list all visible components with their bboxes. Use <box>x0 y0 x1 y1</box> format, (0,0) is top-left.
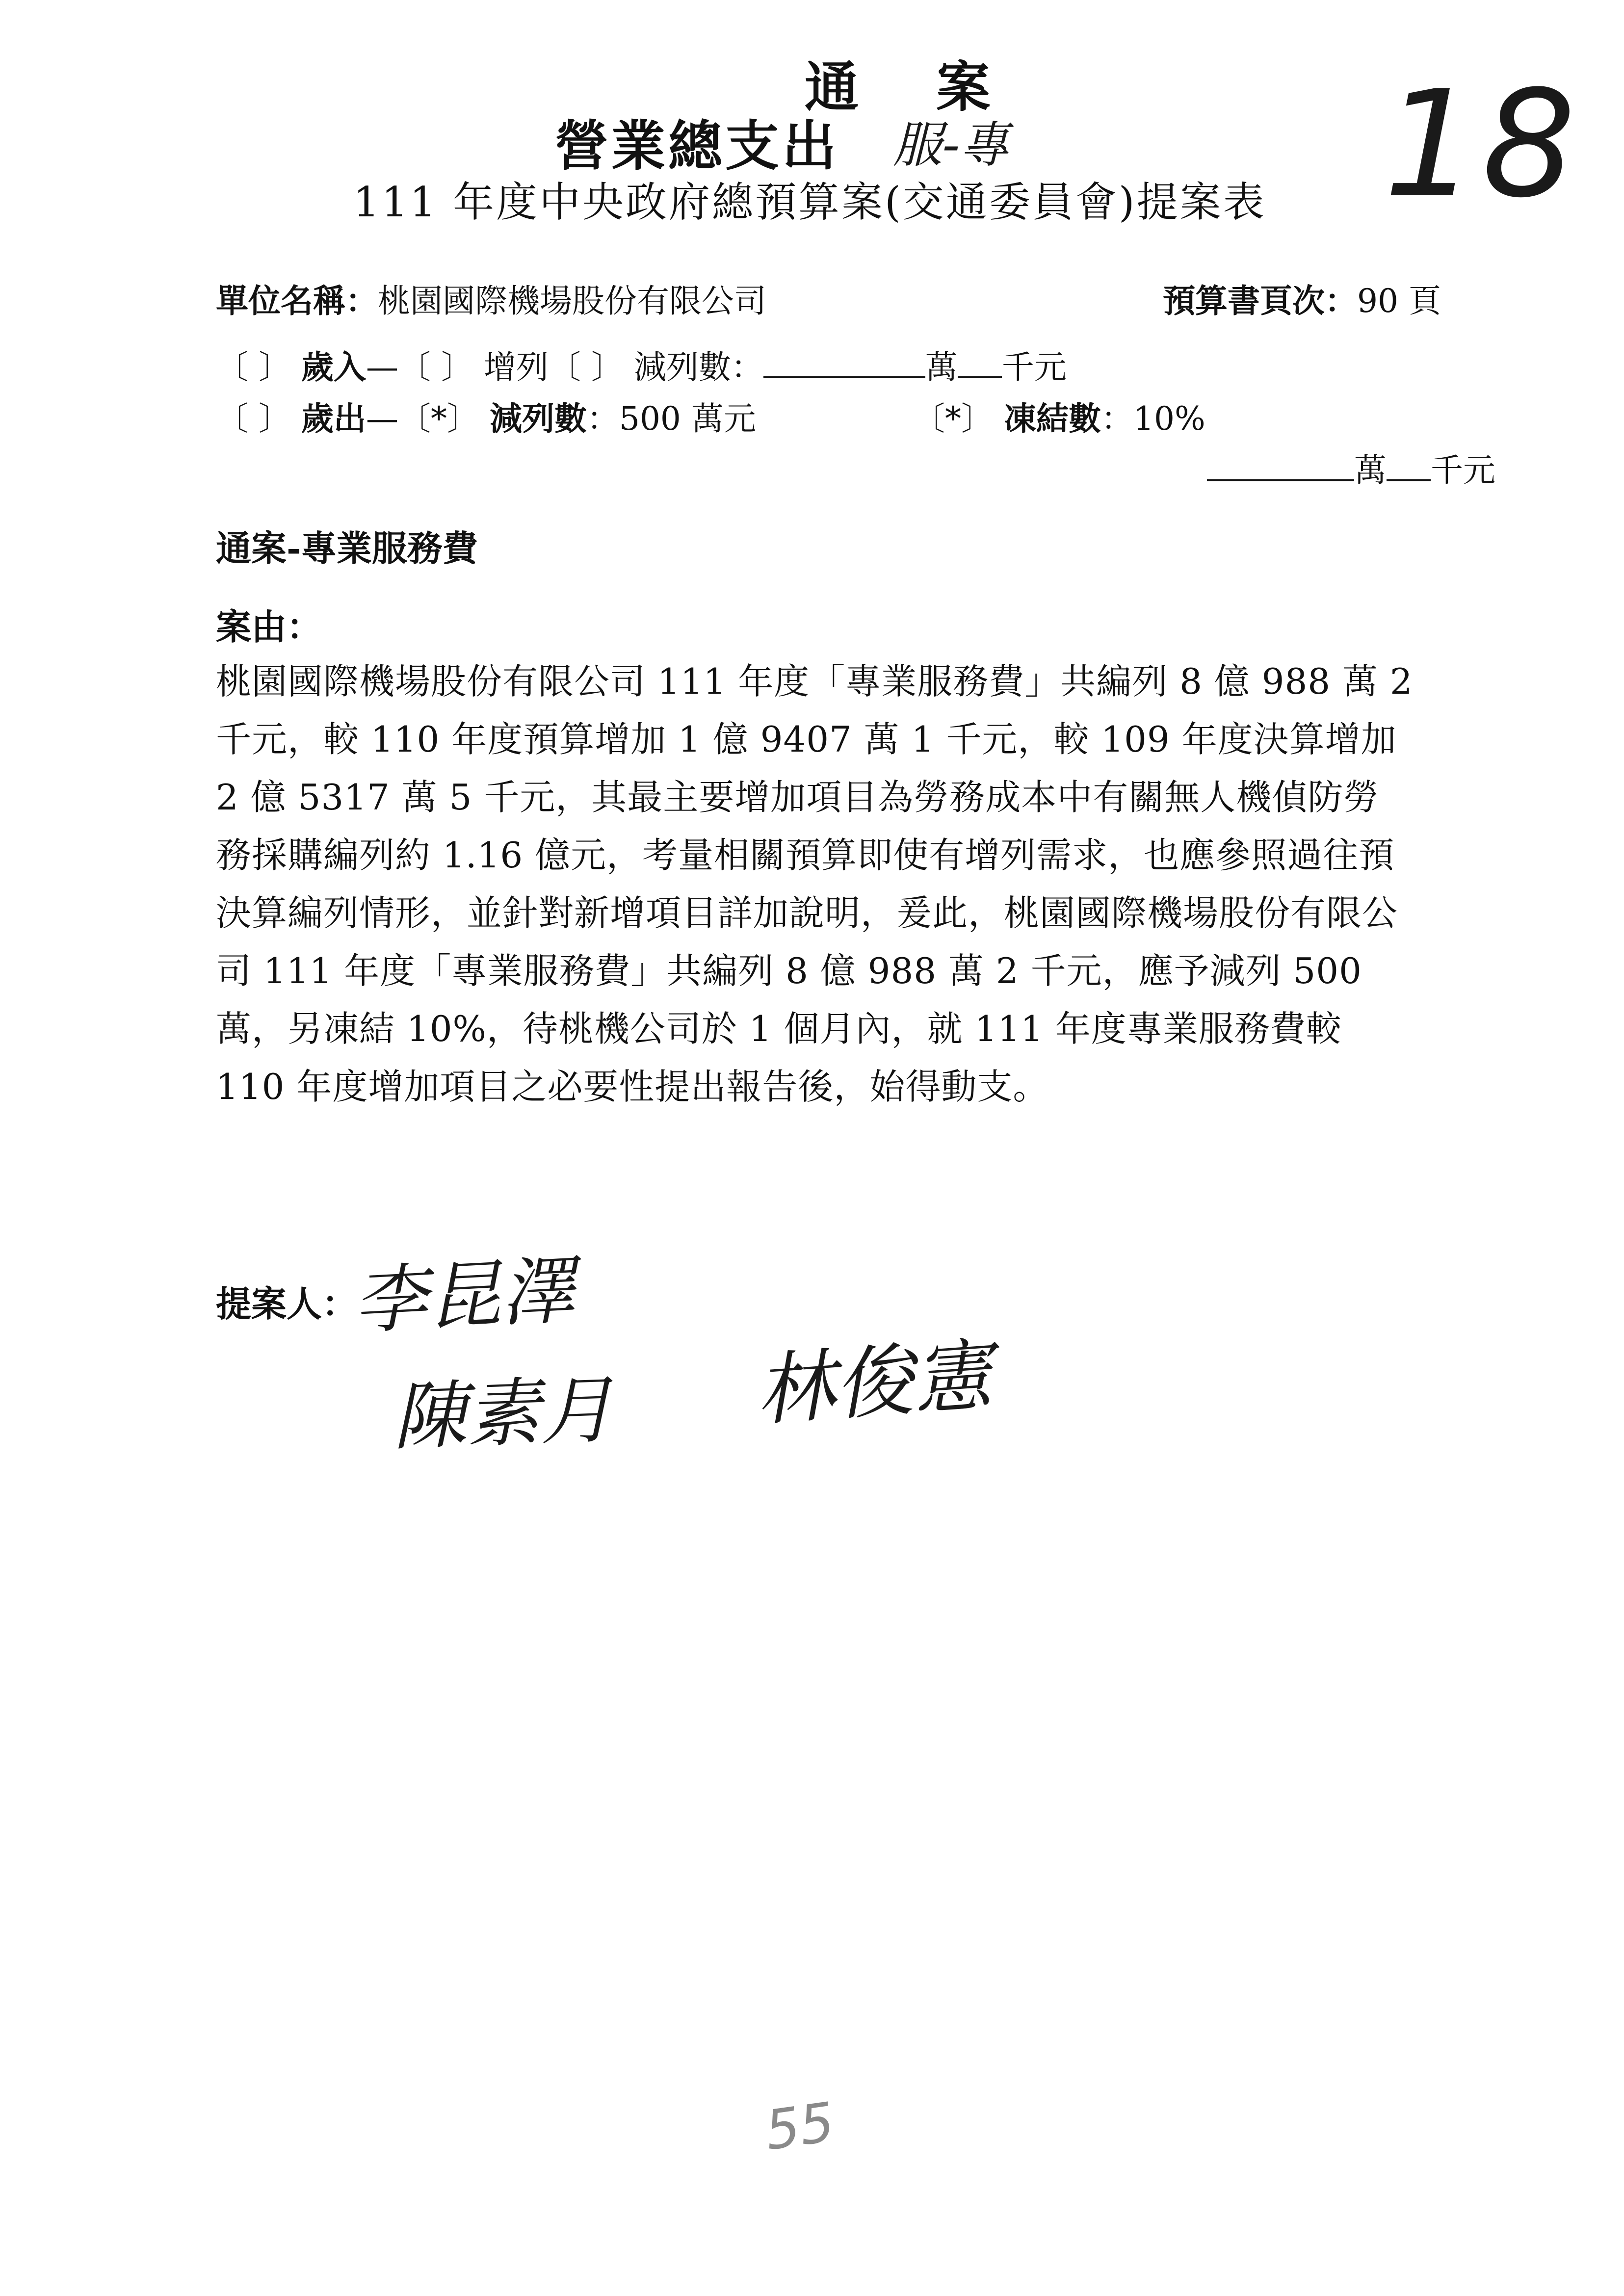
expense-cut-label: 減列數 <box>489 399 587 438</box>
revenue-decrease-label: 減列數： <box>633 348 763 386</box>
expense-cut-value: ：500 萬元 <box>586 400 756 438</box>
reason-heading: 案由： <box>216 606 322 648</box>
unit-name-row <box>216 275 766 321</box>
freeze-amount-blank <box>1207 450 1354 481</box>
revenue-decrease-checkbox: 〔 〕 <box>548 348 624 386</box>
revenue-increase-checkbox: 〔 〕 <box>398 348 473 386</box>
revenue-unit-qian: 千元 <box>1001 348 1067 386</box>
expense-dash: — <box>366 400 398 438</box>
page-title: 111 年度中央政府總預算案(交通委員會)提案表 <box>353 178 1266 226</box>
freeze-value: ：10% <box>1100 400 1205 438</box>
revenue-thousand-blank <box>958 347 1002 378</box>
freeze-unit-qian: 千元 <box>1431 451 1495 489</box>
expense-line <box>216 392 756 439</box>
signature-2: 陳素月 <box>391 1367 615 1461</box>
revenue-dash: — <box>366 348 398 386</box>
budget-page-value: 90 頁 <box>1357 282 1441 320</box>
handwritten-page-mark: 55 <box>761 2090 838 2163</box>
handwritten-annotation: 服-專 <box>893 116 1009 174</box>
revenue-label: 歲入 <box>301 348 366 386</box>
proposer-label: 提案人： <box>216 1283 358 1325</box>
signature-3: 林俊憲 <box>753 1329 995 1437</box>
freeze-thousand-blank <box>1387 450 1431 481</box>
budget-page-row <box>1163 275 1441 321</box>
budget-page-label: 預算書頁次： <box>1163 282 1357 320</box>
freeze-line <box>913 392 1205 439</box>
revenue-increase-label: 增列 <box>483 348 549 386</box>
handwritten-proposal-number: 18 <box>1384 59 1581 230</box>
expense-checkbox: 〔 〕 <box>216 400 291 438</box>
revenue-line <box>216 341 1067 388</box>
unit-name-label: 單位名稱： <box>216 282 378 320</box>
expense-label: 歲出 <box>301 399 366 438</box>
revenue-amount-blank <box>763 347 925 378</box>
freeze-checkbox: 〔*〕 <box>913 400 994 438</box>
expense-cut-checkbox: 〔*〕 <box>398 400 479 438</box>
freeze-label: 凍結數 <box>1003 399 1101 438</box>
freeze-units-row <box>1207 444 1495 491</box>
unit-name-value: 桃園國際機場股份有限公司 <box>378 282 766 320</box>
revenue-checkbox: 〔 〕 <box>216 348 291 386</box>
reason-body: 桃園國際機場股份有限公司 111 年度「專業服務費」共編列 8 億 988 萬 2 千元，較 110 年度預算增加 1 億 9407 萬 1 千元，較 109 年度決算增加 2 億 5317 萬 5 千元，其最主要增加項目為勞務成本中有關無人機偵防勞務採購編列約 1.16 億元，考量相關預算即使有增列需求，也應參照過往預決算編列情形，並針對新增項目詳加說明，爰此，桃園國際機場股份有限公司 111 年度「專業服務費」共編列 8 億 988 萬 2 千元，應予減列 500 萬，另凍結 10%，待桃機公司於 1 個月內，就 111 年度專業服務費較 110 年度增加項目之必要性提出報告後，始得動支。 <box>216 661 1413 1107</box>
item-title: 通案-專業服務費 <box>216 527 478 569</box>
revenue-unit-wan: 萬 <box>925 348 958 386</box>
freeze-unit-wan: 萬 <box>1354 451 1387 489</box>
stamp-general-case: 通 案 <box>805 55 1020 119</box>
stamp-operating-expenditure: 營業總支出 <box>554 114 839 178</box>
signature-1: 李昆澤 <box>351 1248 576 1345</box>
